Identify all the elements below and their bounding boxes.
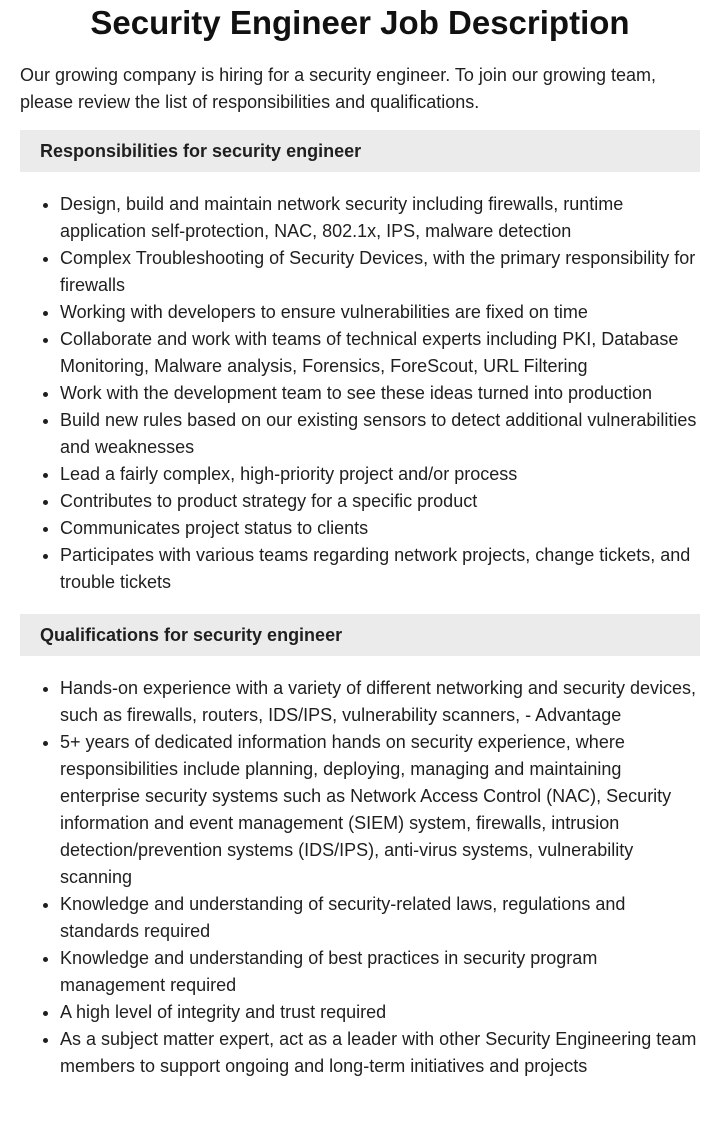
responsibilities-heading-label: Responsibilities for security engineer [40,140,362,161]
list-item: • Design, build and maintain network security including firewalls, runtime application self-protection, NAC, 802.1x, IPS, malware detection [60,191,700,245]
list-item: • Knowledge and understanding of best practices in security program management required [60,945,700,999]
list-item: • Complex Troubleshooting of Security Devices, with the primary responsibility for firewalls [60,245,700,299]
list-item: • Collaborate and work with teams of technical experts including PKI, Database Monitoring, Malware analysis, Forensics, ForeScout, URL Filtering [60,326,700,380]
list-item: • Participates with various teams regarding network projects, change tickets, and trouble tickets [60,542,700,596]
list-item: • A high level of integrity and trust required [60,999,700,1026]
responsibilities-heading [20,130,700,172]
qualifications-heading-label: Qualifications for security engineer [40,624,343,645]
list-item: • Knowledge and understanding of security-related laws, regulations and standards required [60,891,700,945]
list-item: • Working with developers to ensure vulnerabilities are fixed on time [60,299,700,326]
list-item: • Contributes to product strategy for a specific product [60,488,700,515]
responsibilities-list [20,191,700,596]
qualifications-list [20,675,700,1080]
list-item: • Lead a fairly complex, high-priority project and/or process [60,461,700,488]
list-item: • Build new rules based on our existing sensors to detect additional vulnerabilities and weaknesses [60,407,700,461]
page-title: Security Engineer Job Description [90,4,630,41]
qualifications-heading [20,614,700,656]
list-item: • Hands-on experience with a variety of different networking and security devices, such as firewalls, routers, IDS/IPS, vulnerability scanners, - Advantage [60,675,700,729]
list-item: • Communicates project status to clients [60,515,700,542]
intro-paragraph: Our growing company is hiring for a security engineer. To join our growing team, please review the list of responsibilities and qualifications. [20,65,656,112]
list-item: • Work with the development team to see these ideas turned into production [60,380,700,407]
list-item: • 5+ years of dedicated information hands on security experience, where responsibilities include planning, deploying, managing and maintaining enterprise security systems such as Network Access Control (NAC), Security information and event management (SIEM) system, firewalls, intrusion detection/prevention systems (IDS/IPS), anti-virus systems, vulnerability scanning [60,729,700,891]
list-item: • As a subject matter expert, act as a leader with other Security Engineering team members to support ongoing and long-term initiatives and projects [60,1026,700,1080]
